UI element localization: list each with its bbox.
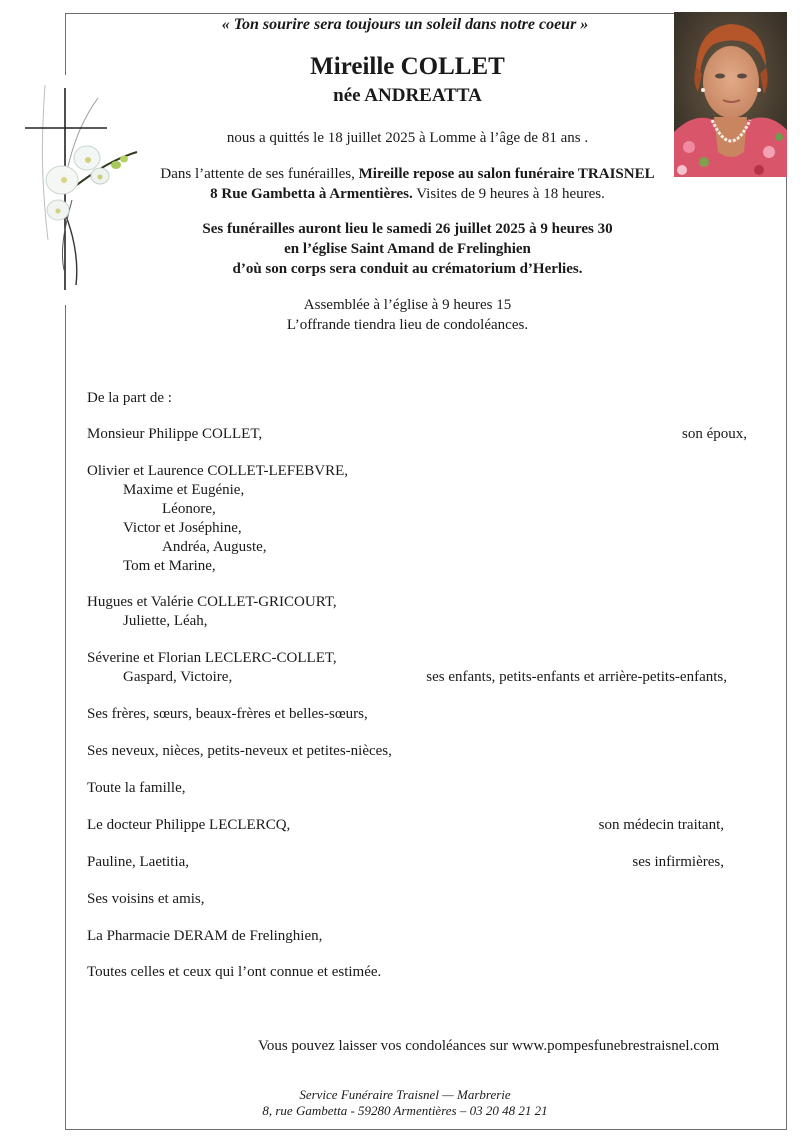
family-line: Gaspard, Victoire,	[123, 669, 233, 685]
family-line: Toute la famille,	[87, 780, 186, 796]
offering-note: L’offrande tiendra lieu de condoléances.	[286, 317, 529, 333]
funeral-church: en l’église Saint Amand de Frelinghien	[284, 241, 531, 257]
relation-spouse: son époux,	[682, 426, 747, 442]
family-line: Pauline, Laetitia,	[87, 854, 190, 870]
family-line: Léonore,	[162, 501, 216, 517]
funeral-date: Ses funérailles auront lieu le samedi 26 juillet 2025 à 9 heures 30	[202, 221, 613, 237]
relation-doctor: son médecin traitant,	[598, 817, 724, 833]
frame-border-left	[65, 13, 66, 75]
relation-nurses: ses infirmières,	[632, 854, 724, 870]
epitaph-quote: « Ton sourire sera toujours un soleil dans notre coeur »	[221, 16, 589, 33]
funeral-home-address: 8, rue Gambetta - 59280 Armentières – 03 20 48 21 21	[262, 1103, 548, 1118]
assembly-details	[150, 295, 665, 335]
maiden-name: née ANDREATTA	[333, 85, 482, 106]
family-line: Ses frères, sœurs, beaux-frères et belles-sœurs,	[87, 706, 368, 722]
family-line: Olivier et Laurence COLLET-LEFEBVRE,	[87, 463, 349, 479]
family-line: Tom et Marine,	[123, 558, 216, 574]
family-line: Ses neveux, nièces, petits-neveux et petites-nièces,	[87, 743, 392, 759]
funeral-home-name: Service Funéraire Traisnel — Marbrerie	[299, 1087, 511, 1102]
wake-intro: Dans l’attente de ses funérailles,	[160, 166, 359, 182]
family-line: Le docteur Philippe LECLERCQ,	[87, 817, 291, 833]
frame-border-bottom	[65, 1129, 787, 1130]
wake-address: 8 Rue Gambetta à Armentières.	[210, 186, 413, 202]
family-line: Séverine et Florian LECLERC-COLLET,	[87, 650, 337, 666]
frame-border-left	[65, 305, 66, 1130]
assembly-time: Assemblée à l’église à 9 heures 15	[303, 297, 512, 313]
portrait-photo	[674, 12, 787, 177]
death-announcement: nous a quittés le 18 juillet 2025 à Lomme à l’âge de 81 ans .	[226, 130, 589, 146]
family-line: Toutes celles et ceux qui l’ont connue et estimée.	[87, 964, 382, 980]
visiting-hours: Visites de 9 heures à 18 heures.	[412, 186, 605, 202]
wake-details	[150, 164, 665, 204]
family-line: Andréa, Auguste,	[162, 539, 267, 555]
deceased-name: Mireille COLLET	[310, 53, 505, 80]
family-line: Monsieur Philippe COLLET,	[87, 426, 263, 442]
condolences-website: Vous pouvez laisser vos condoléances sur www.pompesfunebrestraisnel.com	[258, 1038, 720, 1054]
relation-children: ses enfants, petits-enfants et arrière-petits-enfants,	[426, 669, 727, 685]
cross-with-orchids-icon	[20, 80, 150, 295]
family-line: La Pharmacie DERAM de Frelinghien,	[87, 928, 323, 944]
funeral-details	[150, 219, 665, 279]
family-line: Maxime et Eugénie,	[123, 482, 245, 498]
frame-border-right	[786, 177, 787, 1130]
funeral-crematorium: d’où son corps sera conduit au crématorium d’Herlies.	[232, 261, 583, 277]
family-line: Juliette, Léah,	[123, 613, 208, 629]
frame-border-top	[65, 13, 674, 14]
wake-line-1	[150, 164, 665, 184]
wake-line-2	[150, 184, 665, 204]
wake-location: Mireille repose au salon funéraire TRAISNEL	[358, 166, 655, 182]
family-line: Ses voisins et amis,	[87, 891, 205, 907]
family-intro: De la part de :	[87, 390, 172, 406]
family-line: Hugues et Valérie COLLET-GRICOURT,	[87, 594, 337, 610]
family-line: Victor et Joséphine,	[123, 520, 242, 536]
